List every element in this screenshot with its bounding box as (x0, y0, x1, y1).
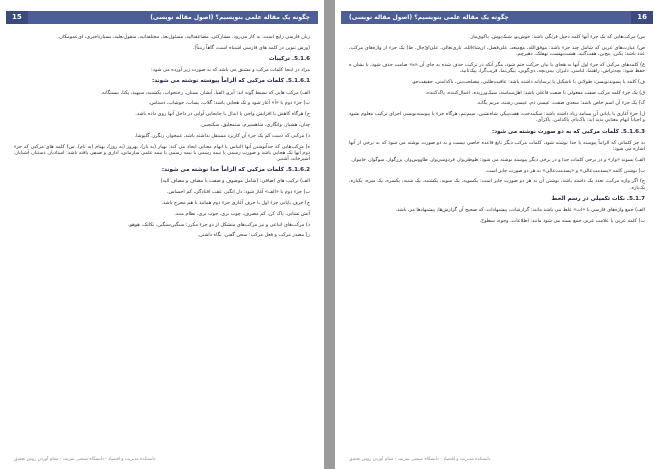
body-paragraph: ل) جزء آغازی یا پایانی آن بسامد زیاد داشته باشد: سکینه‌خت، هفت‌پیکر، شاه‌نشین، سیم‌تنم، هرگاه جزء یا پیوسته‌نویسی اجزای ترکیب معلوم نشود و احیاناً ابهام معنایی پدید آید: پاک‌نام، پاکدامن، پاکرأی. (349, 111, 645, 124)
section-heading: 5.1.6.3. کلمات مرکبی که به دو صورت نوشته می شود: (491, 128, 645, 135)
body-paragraph: ج) حرف پایانی جزء اول با حرف آغازی جزء دوم همانند یا هم مخرج باشد. (161, 200, 310, 206)
right-page-footer: دانشکده مدیریت و اقتصاد - دانشگاه صنعتی شریف - مقام آوردن روش تحقیق (349, 457, 491, 462)
section-heading: 5.1.6.1. کلمات مرکبی که الزاماً پیوسته نوشته می شوند: (152, 78, 310, 85)
body-paragraph: ر) مصدر مرکب و فعل مرکب: سخن گفتن، نگاه داشتن. (197, 232, 310, 239)
right-page-number: 16 (631, 11, 653, 24)
left-page-footer: دانشکده مدیریت و اقتصاد - دانشگاه صنعتی شریف - مقام آوردن روش تحقیق (14, 457, 156, 462)
body-paragraph: به جز کلماتی که الزاماً پیوسته یا جدا نوشته شود، کلمات مرکب دیگر تابع قاعده خاصی نیست و به دو صورت نوشته می شود که به برخی از آنها اشاره می شود: (349, 139, 645, 152)
left-page (0, 0, 324, 469)
right-page-title: چگونه یک مقاله علمی بنویسیم؟ (اصول مقاله نویسی) (349, 14, 509, 21)
body-paragraph: ق) یک جزء کلمه مرکب صفت مفعولی یا صفت فاعلی باشد: اهل‌سیاسه، سبک‌ورزیده، اعمال‌کننده، پاک‌کننده. (425, 89, 645, 96)
body-paragraph: زبان فارسی رایج است، به کار می‌رود. مشارکتی، مضاعفتالیه، مسئول‌بعد، مختلفتانیه، منقول‌بعلیه، بسیارتاخیری، ای‌عمومکان. (57, 34, 310, 40)
body-paragraph: د) مرکب‌های اتباعی و نیز مرکب‌های متشکل از دو جزء مکرر: سنگین‌سنگین، تکاتک، هوهو. (128, 221, 310, 228)
body-paragraph: آتش نشانی، پاک کن، کم مصرف، چوب بری، جوب بری، نظام منند. (174, 210, 310, 217)
body-paragraph: ک) یک جزء آن اسم خاص باشد: سعدی صفت، عیسی دم، عیسی رشته، مریم یگانه. (476, 100, 645, 107)
body-paragraph: الف) ترکیب های اضافی: (شامل موصوف و صفت یا مضاف و مضاف الیه) (160, 178, 310, 185)
body-paragraph: د) مرکبی که دست کم یک جزء آن کاربرد مستقل نداشته باشد، غمخوار، رنگرز، گلپوشا. (134, 132, 310, 139)
body-paragraph: مراد در اینجا کلمات مرکب و مشتق می باشد که به صورت زیر آورده می شود: (151, 67, 310, 74)
body-paragraph: الف) جمع واژه‌های فارسی با «ات» غلط می باشد مانند: گزارشات، پیشنهادات، که صحیح آن گزارش‌ها، پیشنهادها می باشد. (395, 207, 645, 213)
left-page-title: چگونه یک مقاله علمی بنویسیم؟ (اصول مقاله نویسی) (150, 14, 310, 21)
body-paragraph: س) مرکب‌هایی که یک جزء آنها کلمه دخیل فرنگی باشد: خوش‌بو، شیک‌پوش، پاکوی‌ماز. (469, 34, 645, 40)
left-page-number: 15 (6, 11, 28, 24)
body-paragraph: ص) عبارت‌های عربی که شامل چند جزء باشد: موفق‌الله، مع‌مبعد، علی‌فضل، ان‌شاءالله، باری‌تعالی، علی‌ایّ‌حال. ط) یک جزء از واژه‌های مرکب، عدد باشد: یکتن، پنج‌تن، هفت‌گنبد، هشت‌بهشت، نهفلک، دهپرچم. (349, 44, 645, 57)
body-paragraph: ج) هرگاه کاهش یا افزایش واجی یا ابدال یا جابجایی آوایی در داخل آنها روی داده باشد. (135, 111, 310, 118)
right-page-content (349, 34, 645, 447)
body-paragraph: چنان، هشیار، وانگاری، شاهسپرم، ستمعلیق، سکنجبین. (199, 122, 310, 128)
left-page-header (6, 11, 318, 24)
body-paragraph: ب) نوشتن کلمه «پسدمت‌عالی» و «پسدمت‌عالی» به هر دو صورت جایز است. (485, 167, 645, 174)
body-paragraph: ب) جزء دوم با «الف» آغاز شود: دل انگیز، عقب افتادگی، کم احساس. (167, 189, 310, 196)
body-paragraph: (ورش تنوین در کلمه های فارسی اشتباه است، گاهاً رتبتاً). (192, 44, 310, 51)
body-paragraph: ج) اگر واژه مرکب، تعدد یک داشته باشد، نوشتن آن به هر دو صورت جایز است: یکسویه، یک سویه، یکشنبه، یک شنبه، یکسره، یک سره، یکباره، یک‌باره. (349, 178, 645, 191)
section-heading: 5.1.6.2. کلمات مرکبی که الزاماً جدا نوشته می شوند: (161, 167, 310, 174)
body-paragraph: ب) کلمه عربی یا علامت عربی جمع بسته می شود مانند: اطلاعات، وجوه، سطوح. (479, 217, 645, 224)
body-paragraph: ع) کلمه‌های مرکبی که جزء اول آنها به هجای با بیان حرکت ختم شود، مگر آنکه در ترکیب حذف شده به جای آن «ه» صامت حذف شود، یا نشان ه حفظ شود: بچه‌تراش، راهنما، لباسی، دلیزار، بینی‌بچه، دی‌گویی، بیگی‌نما، قریب‌گرا، پیک‌ثانیه. (349, 61, 645, 74)
left-page-content (14, 34, 310, 447)
section-heading: 5.1.7. نکات تکمیلی در رسم الخط (551, 195, 645, 202)
right-page (335, 0, 659, 469)
body-paragraph: ف) کلمه با پسوندنویسی، طولانی یا ناشکیل یا ترسایانه داشته باشد: عافیت‌طلبی، مصلحت‌بین، پاکدامنی، حقیقت‌جو. (411, 78, 645, 85)
body-paragraph: الف) مرکب هایی که بسیط گونه اند: آبرو، الفبا، آبشار، بستان، رختخواب، یکشنبه، سپهبد، یکتا، بیستگانه. (100, 89, 310, 96)
body-paragraph: ه) مرکب‌هایی که جداًنوشتن آنها التباس یا ابهام معنایی ایجاد می کند: بهیار (به یار)، بهروز (به روز)، بهنام (به نام). س) کلمه های مرکبی که جزء دوم آنها تک هجایی باشد و صورت رسمی یا نیمه رسمی یا نیمه رسمی یا نیمه علمی سازمانی، اداری و صنفی یافته باشد: استادیار، دستیار، آشنابار، آشپزخانه، آشنبر. (14, 143, 310, 162)
section-heading: 5.1.6. ترکیبات (268, 56, 310, 62)
body-paragraph: الف) پسوند «وار» و در برخی کلمات جدا و در برخی دیگر پیوسته نوشته می شود: طوطی‌وار، فردوسی‌وار، طاووس‌وار، بزرگوار، سوگوار، خاموار. (351, 156, 645, 163)
right-page-header (341, 11, 653, 24)
body-paragraph: ب) جزء دوم با «آ» آغاز شود و تک هجایی باشد: گلاب، پساب، خوشاب، دستاس. (148, 100, 310, 107)
